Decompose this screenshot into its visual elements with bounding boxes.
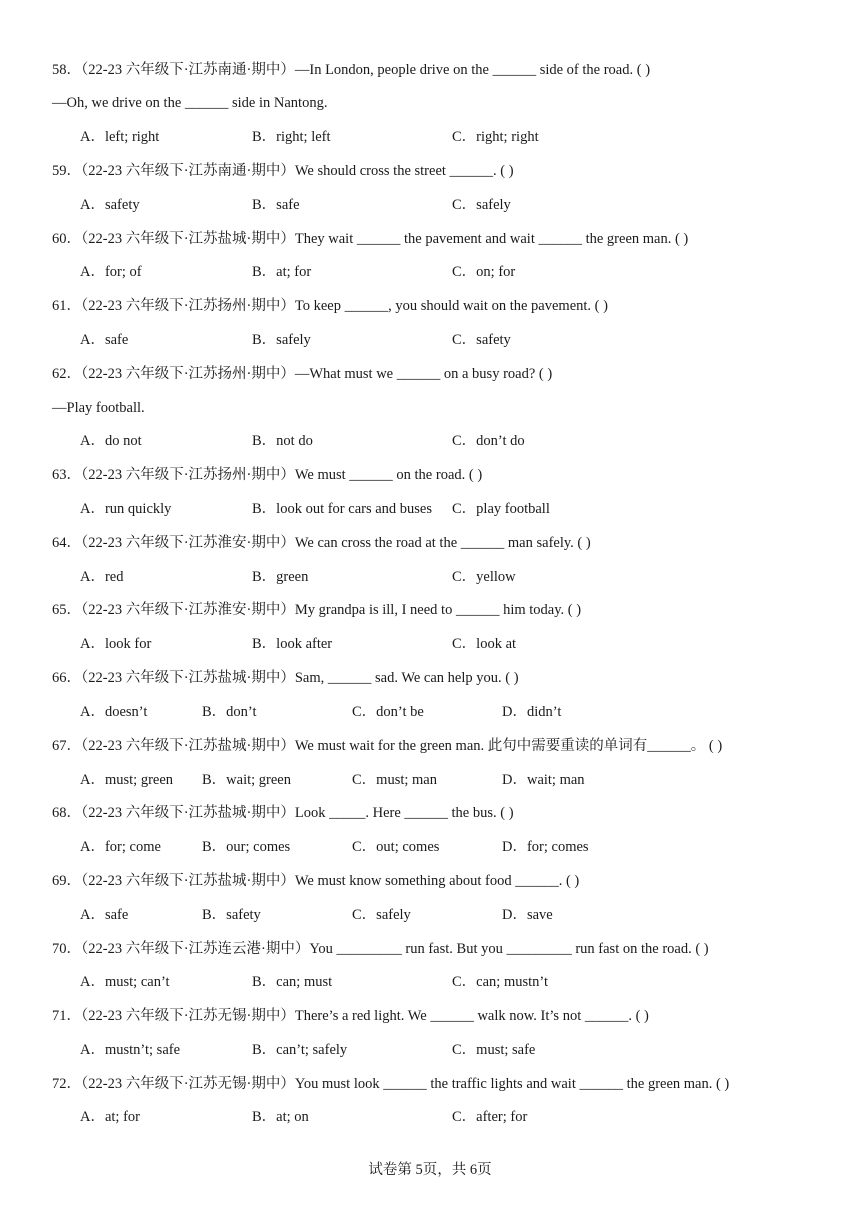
question-number: 60 [52, 231, 67, 247]
option-c: C．on; for [452, 264, 516, 280]
options-58 [0, 127, 860, 147]
question-68 [52, 803, 514, 823]
options-72 [0, 1107, 860, 1127]
question-62 [52, 364, 552, 384]
option-c: C．don’t do [452, 433, 525, 449]
option-c: C．safely [352, 907, 411, 923]
question-text: ．（22-23 六年级下·江苏盐城·期中）We must wait for the green man. 此句中需要重读的单词有______。 ( ) [66, 738, 723, 754]
question-text: ．（22-23 六年级下·江苏扬州·期中）—What must we ______ on a busy road? ( ) [66, 366, 553, 382]
question-63 [52, 465, 482, 485]
option-b: B．at; for [252, 264, 312, 280]
options-69 [0, 905, 860, 925]
question-number: 59 [52, 163, 67, 179]
option-b: B．can’t; safely [252, 1042, 348, 1058]
question-text: ．（22-23 六年级下·江苏无锡·期中）There’s a red light. We ______ walk now. It’s not ______. ( ) [66, 1008, 649, 1024]
option-a: A．red [80, 569, 124, 585]
option-c: C．don’t be [352, 704, 424, 720]
option-a: A．run quickly [80, 501, 172, 517]
option-a: A．doesn’t [80, 704, 148, 720]
options-61 [0, 330, 860, 350]
question-text: ．（22-23 六年级下·江苏淮安·期中）We can cross the road at the ______ man safely. ( ) [66, 535, 591, 551]
question-number: 62 [52, 366, 67, 382]
question-number: 70 [52, 941, 67, 957]
option-b: B．our; comes [202, 839, 291, 855]
question-64 [52, 533, 591, 553]
question-61 [52, 296, 608, 316]
question-number: 65 [52, 602, 67, 618]
question-text: ．（22-23 六年级下·江苏淮安·期中）My grandpa is ill, I need to ______ him today. ( ) [66, 602, 582, 618]
option-b: B．green [252, 569, 309, 585]
question-60 [52, 229, 688, 249]
question-66 [52, 668, 519, 688]
question-number: 69 [52, 873, 67, 889]
question-text: ．（22-23 六年级下·江苏盐城·期中）Look _____. Here ______ the bus. ( ) [66, 805, 514, 821]
option-c: C．must; safe [452, 1042, 536, 1058]
question-text: ．（22-23 六年级下·江苏盐城·期中）They wait ______ the pavement and wait ______ the green man. ( ) [66, 231, 689, 247]
question-number: 71 [52, 1008, 67, 1024]
option-c: C．must; man [352, 772, 437, 788]
question-number: 58 [52, 62, 67, 78]
option-d: D．wait; man [502, 772, 585, 788]
options-66 [0, 702, 860, 722]
question-text: ．（22-23 六年级下·江苏扬州·期中）To keep ______, you should wait on the pavement. ( ) [66, 298, 608, 314]
option-a: A．left; right [80, 129, 160, 145]
options-70 [0, 972, 860, 992]
option-a: A．at; for [80, 1109, 140, 1125]
option-b: B．look after [252, 636, 333, 652]
option-c: C．safety [452, 332, 511, 348]
question-text: ．（22-23 六年级下·江苏盐城·期中）We must know something about food ______. ( ) [66, 873, 580, 889]
option-a: A．must; green [80, 772, 174, 788]
option-c: C．right; right [452, 129, 539, 145]
option-a: A．do not [80, 433, 142, 449]
options-59 [0, 195, 860, 215]
question-number: 68 [52, 805, 67, 821]
options-67 [0, 770, 860, 790]
question-71 [52, 1006, 649, 1026]
option-a: A．safe [80, 332, 129, 348]
option-c: C．look at [452, 636, 517, 652]
option-a: A．for; come [80, 839, 161, 855]
options-63 [0, 499, 860, 519]
question-number: 66 [52, 670, 67, 686]
options-71 [0, 1040, 860, 1060]
option-b: B．safely [252, 332, 311, 348]
question-number: 72 [52, 1076, 67, 1092]
question-text: ．（22-23 六年级下·江苏南通·期中）We should cross the street ______. ( ) [66, 163, 514, 179]
option-a: A．look for [80, 636, 152, 652]
question-65 [52, 600, 581, 620]
question-text: ．（22-23 六年级下·江苏连云港·期中）You _________ run fast. But you _________ run fast on the road. ( ) [66, 941, 709, 957]
question-text: ．（22-23 六年级下·江苏无锡·期中）You must look ______ the traffic lights and wait ______ the green man. ( ) [66, 1076, 730, 1092]
option-a: A．safe [80, 907, 129, 923]
options-60 [0, 262, 860, 282]
question-59 [52, 161, 514, 181]
option-b: B．look out for cars and buses [252, 501, 433, 517]
option-b: B．safety [202, 907, 261, 923]
option-a: A．mustn’t; safe [80, 1042, 181, 1058]
question-58-continuation: —Oh, we drive on the ______ side in Nantong. [52, 95, 328, 111]
question-72 [52, 1074, 729, 1094]
option-b: B．at; on [252, 1109, 309, 1125]
options-65 [0, 634, 860, 654]
option-b: B．wait; green [202, 772, 291, 788]
question-62-continuation: —Play football. [52, 400, 145, 416]
option-b: B．not do [252, 433, 313, 449]
page-footer: 试卷第 5页，共 6页 [368, 1162, 492, 1178]
option-b: B．don’t [202, 704, 257, 720]
question-text: ．（22-23 六年级下·江苏扬州·期中）We must ______ on the road. ( ) [66, 467, 483, 483]
option-c: C．can; mustn’t [452, 974, 548, 990]
question-69 [52, 871, 579, 891]
question-text: ．（22-23 六年级下·江苏盐城·期中）Sam, ______ sad. We can help you. ( ) [66, 670, 519, 686]
options-64 [0, 567, 860, 587]
question-number: 63 [52, 467, 67, 483]
option-c: C．yellow [452, 569, 516, 585]
question-58 [52, 60, 650, 80]
option-c: C．safely [452, 197, 511, 213]
option-b: B．right; left [252, 129, 331, 145]
option-a: A．for; of [80, 264, 142, 280]
options-68 [0, 837, 860, 857]
option-a: A．must; can’t [80, 974, 170, 990]
option-a: A．safety [80, 197, 140, 213]
option-c: C．out; comes [352, 839, 440, 855]
question-number: 61 [52, 298, 67, 314]
option-d: D．didn’t [502, 704, 562, 720]
option-c: C．after; for [452, 1109, 528, 1125]
options-62 [0, 431, 860, 451]
question-70 [52, 939, 709, 959]
option-d: D．save [502, 907, 553, 923]
option-c: C．play football [452, 501, 550, 517]
question-text: ．（22-23 六年级下·江苏南通·期中）—In London, people drive on the ______ side of the road. ( ) [66, 62, 651, 78]
question-number: 64 [52, 535, 67, 551]
option-d: D．for; comes [502, 839, 589, 855]
question-number: 67 [52, 738, 67, 754]
question-67 [52, 736, 722, 756]
option-b: B．safe [252, 197, 300, 213]
option-b: B．can; must [252, 974, 333, 990]
